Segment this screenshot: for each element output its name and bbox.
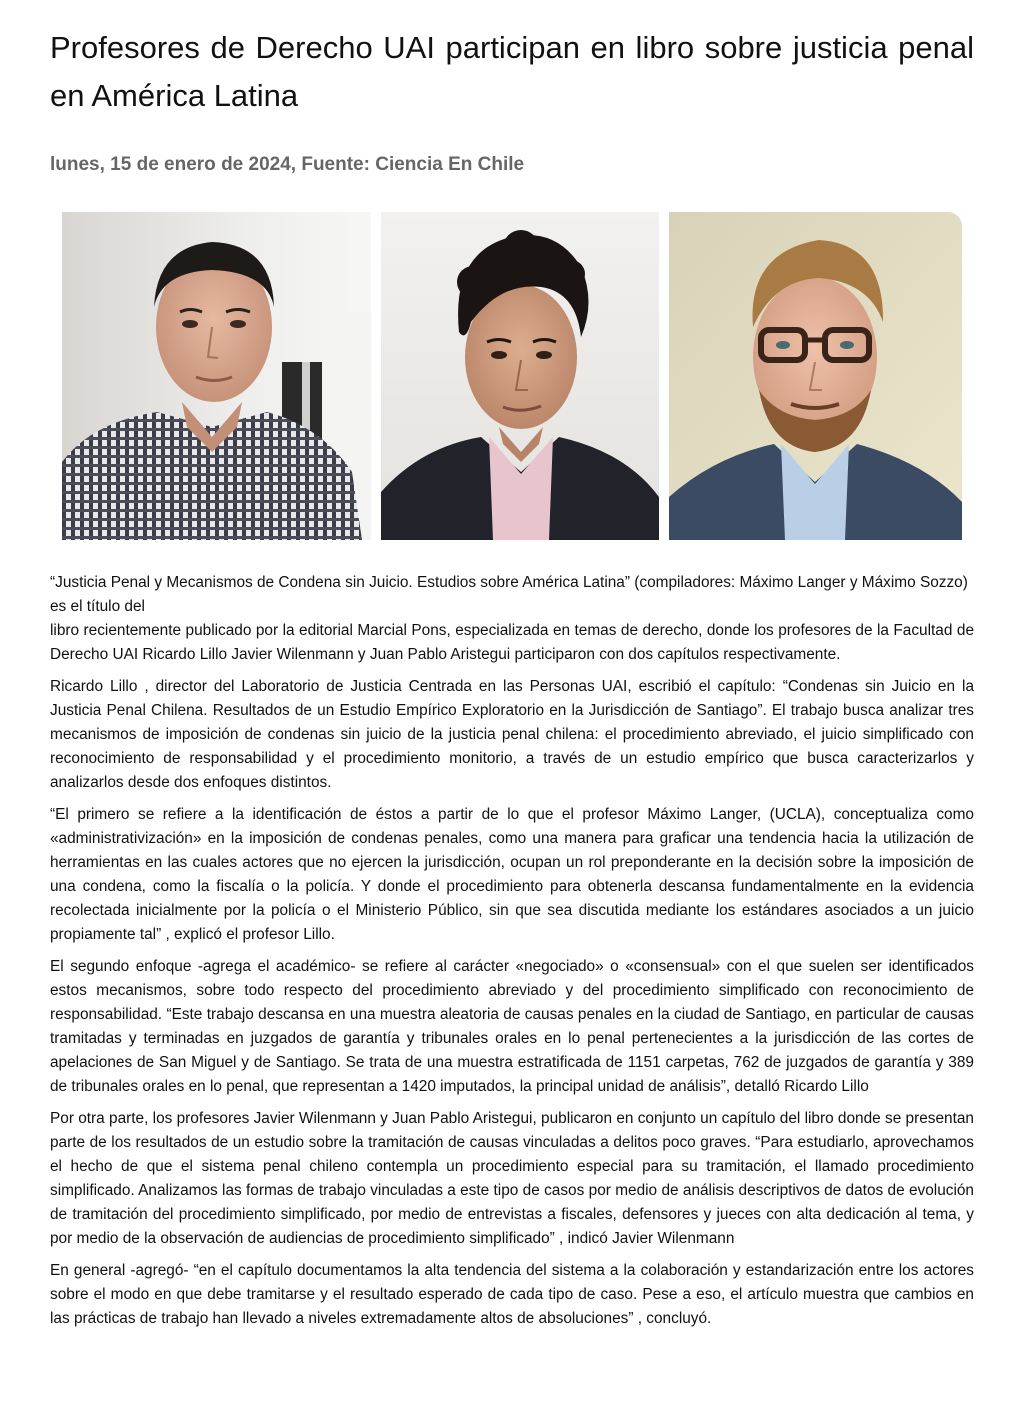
article-title: Profesores de Derecho UAI participan en libro sobre justicia penal en América Latina bbox=[50, 30, 974, 113]
article-paragraph: “El primero se refiere a la identificación de éstos a partir de lo que el profesor Máximo Langer, (UCLA), conceptualiza como «administrativización» en la imposición de condenas penales, como una manera para graficar una tendencia hacia la utilización de herramientas en las cuales actores que no ejercen la jurisdicción, ocupan un rol preponderante en la decisión sobre la imposición de una condena, como la fiscalía o la policía. Y donde el procedimiento para obtenerla descansa fundamentalmente en la evidencia recolectada inicialmente por la policía o el Ministerio Público, sin que sea discutida mediante los estándares asociados a un juicio propiamente tal” , explicó el profesor Lillo. bbox=[50, 806, 974, 943]
article-paragraph: En general -agregó- “en el capítulo documentamos la alta tendencia del sistema a la colaboración y estandarización entre los actores sobre el modo en que debe tramitarse y el resultado esperado de cada tipo de caso. Pese a eso, el artículo muestra que cambios en las prácticas de trabajo han llevado a niveles extremadamente altos de absoluciones” , concluyó. bbox=[50, 1262, 974, 1327]
article-paragraph: Ricardo Lillo , director del Laboratorio de Justicia Centrada en las Personas UAI, escribió el capítulo: “Condenas sin Juicio en la Justicia Penal Chilena. Resultados de un Estudio Empírico Exploratorio en la Jurisdicción de Santiago”. El trabajo busca analizar tres mecanismos de imposición de condenas sin juicio de la justicia penal chilena: el procedimiento abreviado, el juicio simplificado con reconocimiento de responsabilidad y el procedimiento monitorio, a través de un estudio empírico que busca caracterizarlos y analizarlos desde dos enfoques distintos. bbox=[50, 678, 974, 791]
portrait-ricardo-lillo bbox=[62, 212, 371, 540]
portrait-juan-pablo-aristegui bbox=[669, 212, 962, 540]
article-body bbox=[50, 571, 974, 1339]
article-date-source: lunes, 15 de enero de 2024, Fuente: Ciencia En Chile bbox=[50, 154, 525, 175]
portrait-javier-wilenmann bbox=[381, 212, 659, 540]
article-paragraph: El segundo enfoque -agrega el académico- se refiere al carácter «negociado» o «consensual» con el que suelen ser identificados estos mecanismos, sobre todo respecto del procedimiento abreviado y del procedimiento simplificado con reconocimiento de responsabilidad. “Este trabajo descansa en una muestra aleatoria de causas penales en la ciudad de Santiago, en particular de causas tramitadas y terminadas en juzgados de garantía y tribunales orales en lo penal pertenecientes a la jurisdicción de las cortes de apelaciones de San Miguel y de Santiago. Se trata de una muestra estratificada de 1151 carpetas, 762 de juzgados de garantía y 389 de tribunales orales en lo penal, que representan a 1420 imputados, la principal unidad de análisis”, detalló Ricardo Lillo bbox=[50, 958, 974, 1095]
article-paragraph: “Justicia Penal y Mecanismos de Condena sin Juicio. Estudios sobre América Latina” (compiladores: Máximo Langer y Máximo Sozzo) es el título del bbox=[50, 574, 968, 615]
article-paragraph: libro recientemente publicado por la editorial Marcial Pons, especializada en temas de derecho, donde los profesores de la Facultad de Derecho UAI Ricardo Lillo Javier Wilenmann y Juan Pablo Aristegui participaron con dos capítulos respectivamente. bbox=[50, 622, 974, 663]
article-paragraph: Por otra parte, los profesores Javier Wilenmann y Juan Pablo Aristegui, publicaron en conjunto un capítulo del libro donde se presentan parte de los resultados de un estudio sobre la tramitación de causas vinculadas a delitos poco graves. “Para estudiarlo, aprovechamos el hecho de que el sistema penal chileno contempla un procedimiento especial para su tramitación, el llamado procedimiento simplificado. Analizamos las formas de trabajo vinculadas a este tipo de casos por medio de análisis descriptivos de datos de evolución de tramitación del procedimiento simplificado, por medio de entrevistas a fiscales, defensores y jueces con alta dedicación al tema, y por medio de la observación de audiencias de procedimiento simplificado” , indicó Javier Wilenmann bbox=[50, 1110, 974, 1247]
article-photo bbox=[62, 212, 962, 540]
